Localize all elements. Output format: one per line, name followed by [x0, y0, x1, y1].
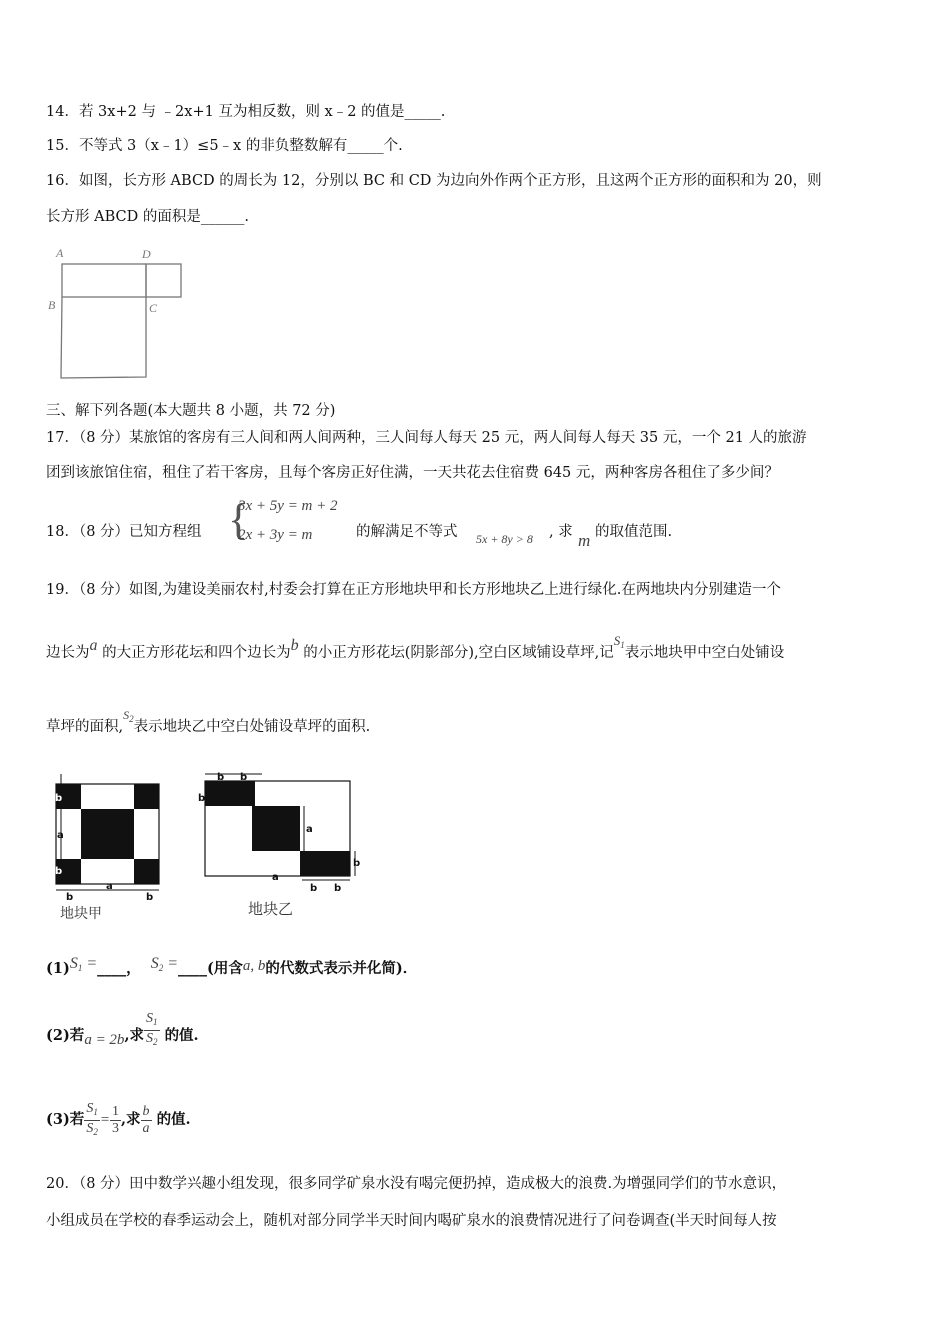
s-subscript: 1 — [620, 640, 625, 650]
var-s1 — [70, 955, 97, 972]
dim-b: b — [66, 892, 74, 903]
sub-question-2 — [46, 1010, 199, 1062]
dim-b: b — [334, 883, 342, 894]
question-16-line1: 16．如图，长方形 ABCD 的周长为 12，分别以 BC 和 CD 为边向外作两个正方形，且这两个正方形的面积和为 20，则 — [46, 173, 822, 189]
s-subscript: 1 — [153, 1016, 158, 1027]
s-letter: S — [69, 955, 78, 972]
s-subscript: 2 — [93, 1126, 98, 1137]
dim-a: a — [306, 824, 313, 835]
equals-sign: = — [99, 1112, 110, 1128]
s-letter: S — [86, 1120, 94, 1136]
question-17-line2: 团到该旅馆住宿，租住了若干客房，且每个客房正好住满，一天共花去住宿费 645 元，两种客房各租住了多少间？ — [46, 465, 779, 481]
s-subscript: 2 — [158, 963, 164, 973]
figure-19-plot-jia — [46, 770, 176, 925]
dim-b: b — [353, 858, 361, 869]
text-part: 的代数式表示并化简)． — [265, 960, 418, 977]
frac-num — [84, 1101, 100, 1121]
label-a: A — [56, 246, 64, 260]
label-c: C — [149, 301, 158, 315]
text-part: (1) — [46, 960, 70, 977]
inequality: 5x + 8y > 8 — [476, 532, 533, 546]
text-part: 的值. — [156, 1111, 191, 1128]
text-part: ,求 — [120, 1111, 141, 1128]
fraction-b-a — [141, 1104, 152, 1137]
label-d: D — [142, 247, 151, 261]
dim-b: b — [240, 772, 248, 783]
label-plot-jia: 地块甲 — [60, 906, 102, 922]
s-subscript: 1 — [93, 1106, 98, 1117]
fraction-s1-s2 — [84, 1101, 100, 1140]
var-s1 — [614, 633, 625, 648]
condition: a = 2b — [84, 1032, 125, 1048]
text-part: 的值. — [164, 1027, 199, 1044]
dim-b: b — [310, 883, 318, 894]
s-subscript: 1 — [77, 963, 83, 973]
text-part: 草坪的面积, — [46, 719, 124, 735]
question-14: 14．若 3x+2 与 ﹣2x+1 互为相反数，则 x﹣2 的值是_____. — [46, 104, 446, 120]
brace-glyph: { — [228, 495, 250, 544]
dim-a: a — [106, 881, 113, 892]
question-18-suffix2: 的取值范围. — [595, 524, 673, 540]
var-b: b — [290, 637, 299, 654]
question-20-line1: 20．（8 分）田中数学兴趣小组发现，很多同学矿泉水没有喝完便扔掉，造成极大的浪费.为增强同学们的节水意识， — [46, 1176, 787, 1192]
dim-b: b — [146, 892, 154, 903]
text-part: 表示地块甲中空白处铺设 — [624, 645, 785, 661]
var-a: a — [89, 637, 98, 654]
equals-sign: = — [167, 955, 179, 972]
frac-num: 1 — [111, 1103, 119, 1119]
frac-num: b — [142, 1103, 150, 1119]
dim-a: a — [272, 872, 279, 883]
text-part: ,求 — [124, 1027, 144, 1044]
s-subscript: 2 — [129, 714, 134, 724]
dim-b: b — [198, 793, 206, 804]
dim-b: b — [55, 793, 63, 804]
question-19-line2 — [46, 633, 785, 667]
sub-question-3 — [46, 1094, 191, 1146]
question-20-line2: 小组成员在学校的春季运动会上，随机对部分同学半天时间内喝矿泉水的浪费情况进行了问卷调查(半天时间每人按 — [46, 1213, 777, 1229]
s-subscript: 2 — [153, 1036, 158, 1047]
frac-num — [144, 1011, 160, 1031]
question-18-mid: 的解满足不等式 — [356, 524, 458, 540]
s-letter: S — [150, 955, 159, 972]
dim-b: b — [55, 866, 63, 877]
vars-ab: a, b — [242, 958, 266, 974]
text-part: ____， — [97, 960, 141, 977]
variable-m: m — [578, 531, 591, 550]
s-letter: S — [613, 633, 621, 648]
frac-den — [84, 1121, 100, 1140]
sub-question-1 — [46, 955, 418, 983]
s-letter: S — [86, 1100, 94, 1116]
fraction-s1-s2 — [144, 1011, 160, 1050]
question-15: 15．不等式 3（x﹣1）≤5﹣x 的非负整数解有_____个. — [46, 138, 403, 154]
dim-b: b — [217, 772, 225, 783]
question-19-line1: 19．（8 分）如图,为建设美丽农村,村委会打算在正方形地块甲和长方形地块乙上进行绿化.在两地块内分别建造一个 — [46, 582, 781, 598]
question-19-line3 — [46, 708, 371, 741]
figure-19-plot-yi — [192, 768, 370, 923]
question-18-prefix: 18．（8 分）已知方程组 — [46, 524, 202, 540]
label-plot-yi: 地块乙 — [248, 900, 294, 918]
frac-den: a — [142, 1120, 150, 1136]
text-part: 的大正方形花坛和四个边长为 — [102, 645, 291, 661]
equation-system — [228, 496, 358, 552]
var-s2 — [151, 955, 178, 972]
dim-a: a — [57, 830, 64, 841]
frac-den: 3 — [111, 1120, 119, 1136]
s-letter: S — [123, 708, 130, 722]
frac-den — [144, 1031, 160, 1050]
text-part: 表示地块乙中空白处铺设草坪的面积. — [133, 719, 371, 735]
equation-1: 3x + 5y = m + 2 — [238, 498, 338, 514]
fraction-one-third — [110, 1104, 121, 1137]
s-letter: S — [146, 1030, 153, 1046]
section-3-heading: 三、解下列各题(本大题共 8 小题，共 72 分) — [46, 403, 336, 419]
equals-sign: = — [86, 955, 98, 972]
text-part: 的小正方形花坛(阴影部分),空白区域铺设草坪,记 — [303, 645, 614, 661]
label-b: B — [48, 298, 56, 312]
var-s2 — [123, 708, 134, 722]
text-part: (2)若 — [46, 1027, 85, 1044]
question-17-line1: 17．（8 分）某旅馆的客房有三人间和两人间两种，三人间每人每天 25 元，两人间每人每天 35 元，一个 21 人的旅游 — [46, 430, 807, 446]
text-part: ____(用含 — [178, 960, 243, 977]
s-letter: S — [146, 1010, 153, 1026]
question-16-line2: 长方形 ABCD 的面积是______. — [46, 209, 249, 225]
text-part: (3)若 — [46, 1111, 85, 1128]
text-part: 边长为 — [46, 645, 90, 661]
question-18-suffix1: , 求 — [549, 524, 573, 540]
figure-16-rectangle — [44, 243, 194, 385]
equation-2: 2x + 3y = m — [238, 527, 313, 543]
